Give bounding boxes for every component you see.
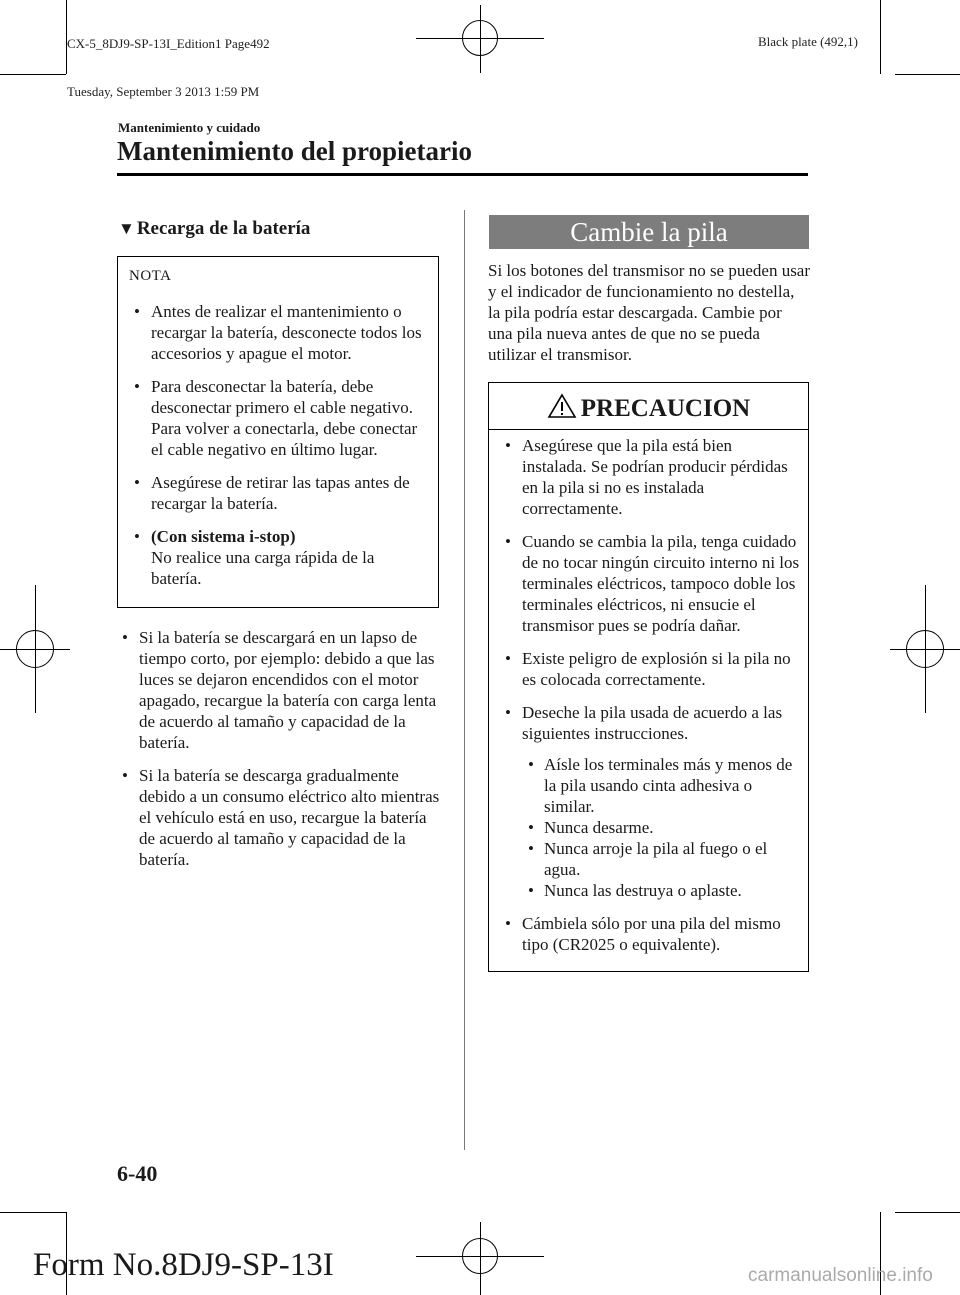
nota-title: NOTA: [129, 268, 172, 284]
battery-recharge-heading-text: Recarga de la batería: [136, 218, 311, 239]
caution-item: • Asegúrese que la pila está bien instalada. Se podrían producir pérdidas en la pila si no es instalada correctamente.: [500, 435, 800, 519]
nota-item: • Antes de realizar el mantenimiento o recargar la batería, desconecte todos los accesorios y apague el motor.: [129, 301, 429, 364]
disposal-text: • Deseche la pila usada de acuerdo a las siguientes instrucciones.: [522, 703, 783, 743]
istop-text: No realice una carga rápida de la batería.: [151, 548, 375, 588]
nota-item: • Para desconectar la batería, debe desconectar primero el cable negativo. Para volver a conectarla, debe conectar el cable negativo en último lugar.: [129, 376, 429, 460]
disposal-subitem: • Nunca las destruya o aplaste.: [522, 880, 800, 901]
nota-item-istop: [129, 526, 429, 589]
caution-item: • Cámbiela sólo por una pila del mismo tipo (CR2025 o equivalente).: [500, 913, 800, 955]
down-triangle-icon: ▼: [118, 219, 135, 238]
disposal-subitem: • Nunca arroje la pila al fuego o el agua.: [522, 838, 800, 880]
recharge-list: [117, 627, 443, 882]
battery-recharge-heading: [118, 218, 310, 240]
print-file-info: [67, 4, 270, 116]
recharge-item: • Si la batería se descargará en un lapso de tiempo corto, por ejemplo: debido a que las luces se dejaron encendidos con el motor apagado, recargue la batería con carga lenta de acuerdo al tamaño y capacidad de la batería.: [117, 627, 443, 753]
disposal-sublist: [522, 754, 800, 901]
section-banner: Cambie la pila: [489, 215, 809, 249]
plate-label: Black plate (492,1): [758, 34, 858, 49]
watermark: carmanualsonline.info: [748, 1265, 933, 1286]
disposal-subitem: • Nunca desarme.: [522, 817, 800, 838]
nota-list: [129, 301, 429, 589]
caution-box: [488, 382, 809, 972]
caution-list: [500, 435, 800, 955]
print-timestamp: Tuesday, September 3 2013 1:59 PM: [67, 84, 260, 99]
page-number: 6-40: [117, 1161, 158, 1186]
caution-title-rule: [489, 429, 808, 430]
section-label: Mantenimiento y cuidado: [118, 120, 261, 135]
nota-item: • Asegúrese de retirar las tapas antes de recargar la batería.: [129, 472, 429, 514]
caution-title: [489, 393, 808, 423]
warning-triangle-icon: [547, 393, 577, 419]
page-title: Mantenimiento del propietario: [117, 136, 472, 166]
caution-item: • Cuando se cambia la pila, tenga cuidado de no tocar ningún circuito interno ni los terminales eléctricos, tampoco doble los terminales eléctricos, ni ensucie el transmisor pues se podría dañar.: [500, 531, 800, 636]
istop-title: • (Con sistema i-stop): [151, 527, 296, 546]
recharge-item: • Si la batería se descarga gradualmente debido a un consumo eléctrico alto mientras el vehículo está en uso, recargue la batería de acuerdo al tamaño y capacidad de la batería.: [117, 765, 443, 870]
header-rule: [117, 173, 808, 176]
caution-item-disposal: [500, 702, 800, 901]
form-number: Form No.8DJ9-SP-13I: [33, 1247, 334, 1283]
caution-item: • Existe peligro de explosión si la pila no es colocada correctamente.: [500, 648, 800, 690]
column-divider: [464, 210, 465, 1150]
caution-title-text: PRECAUCION: [580, 395, 751, 422]
print-file-name: CX-5_8DJ9-SP-13I_Edition1 Page492: [67, 36, 270, 51]
disposal-subitem: • Aísle los terminales más y menos de la pila usando cinta adhesiva o similar.: [522, 754, 800, 817]
nota-box: [117, 256, 439, 608]
intro-paragraph: Si los botones del transmisor no se pueden usar y el indicador de funcionamiento no destella, la pila podría estar descargada. Cambie por una pila nueva antes de que no se pueda utilizar el transmisor.: [488, 261, 811, 364]
